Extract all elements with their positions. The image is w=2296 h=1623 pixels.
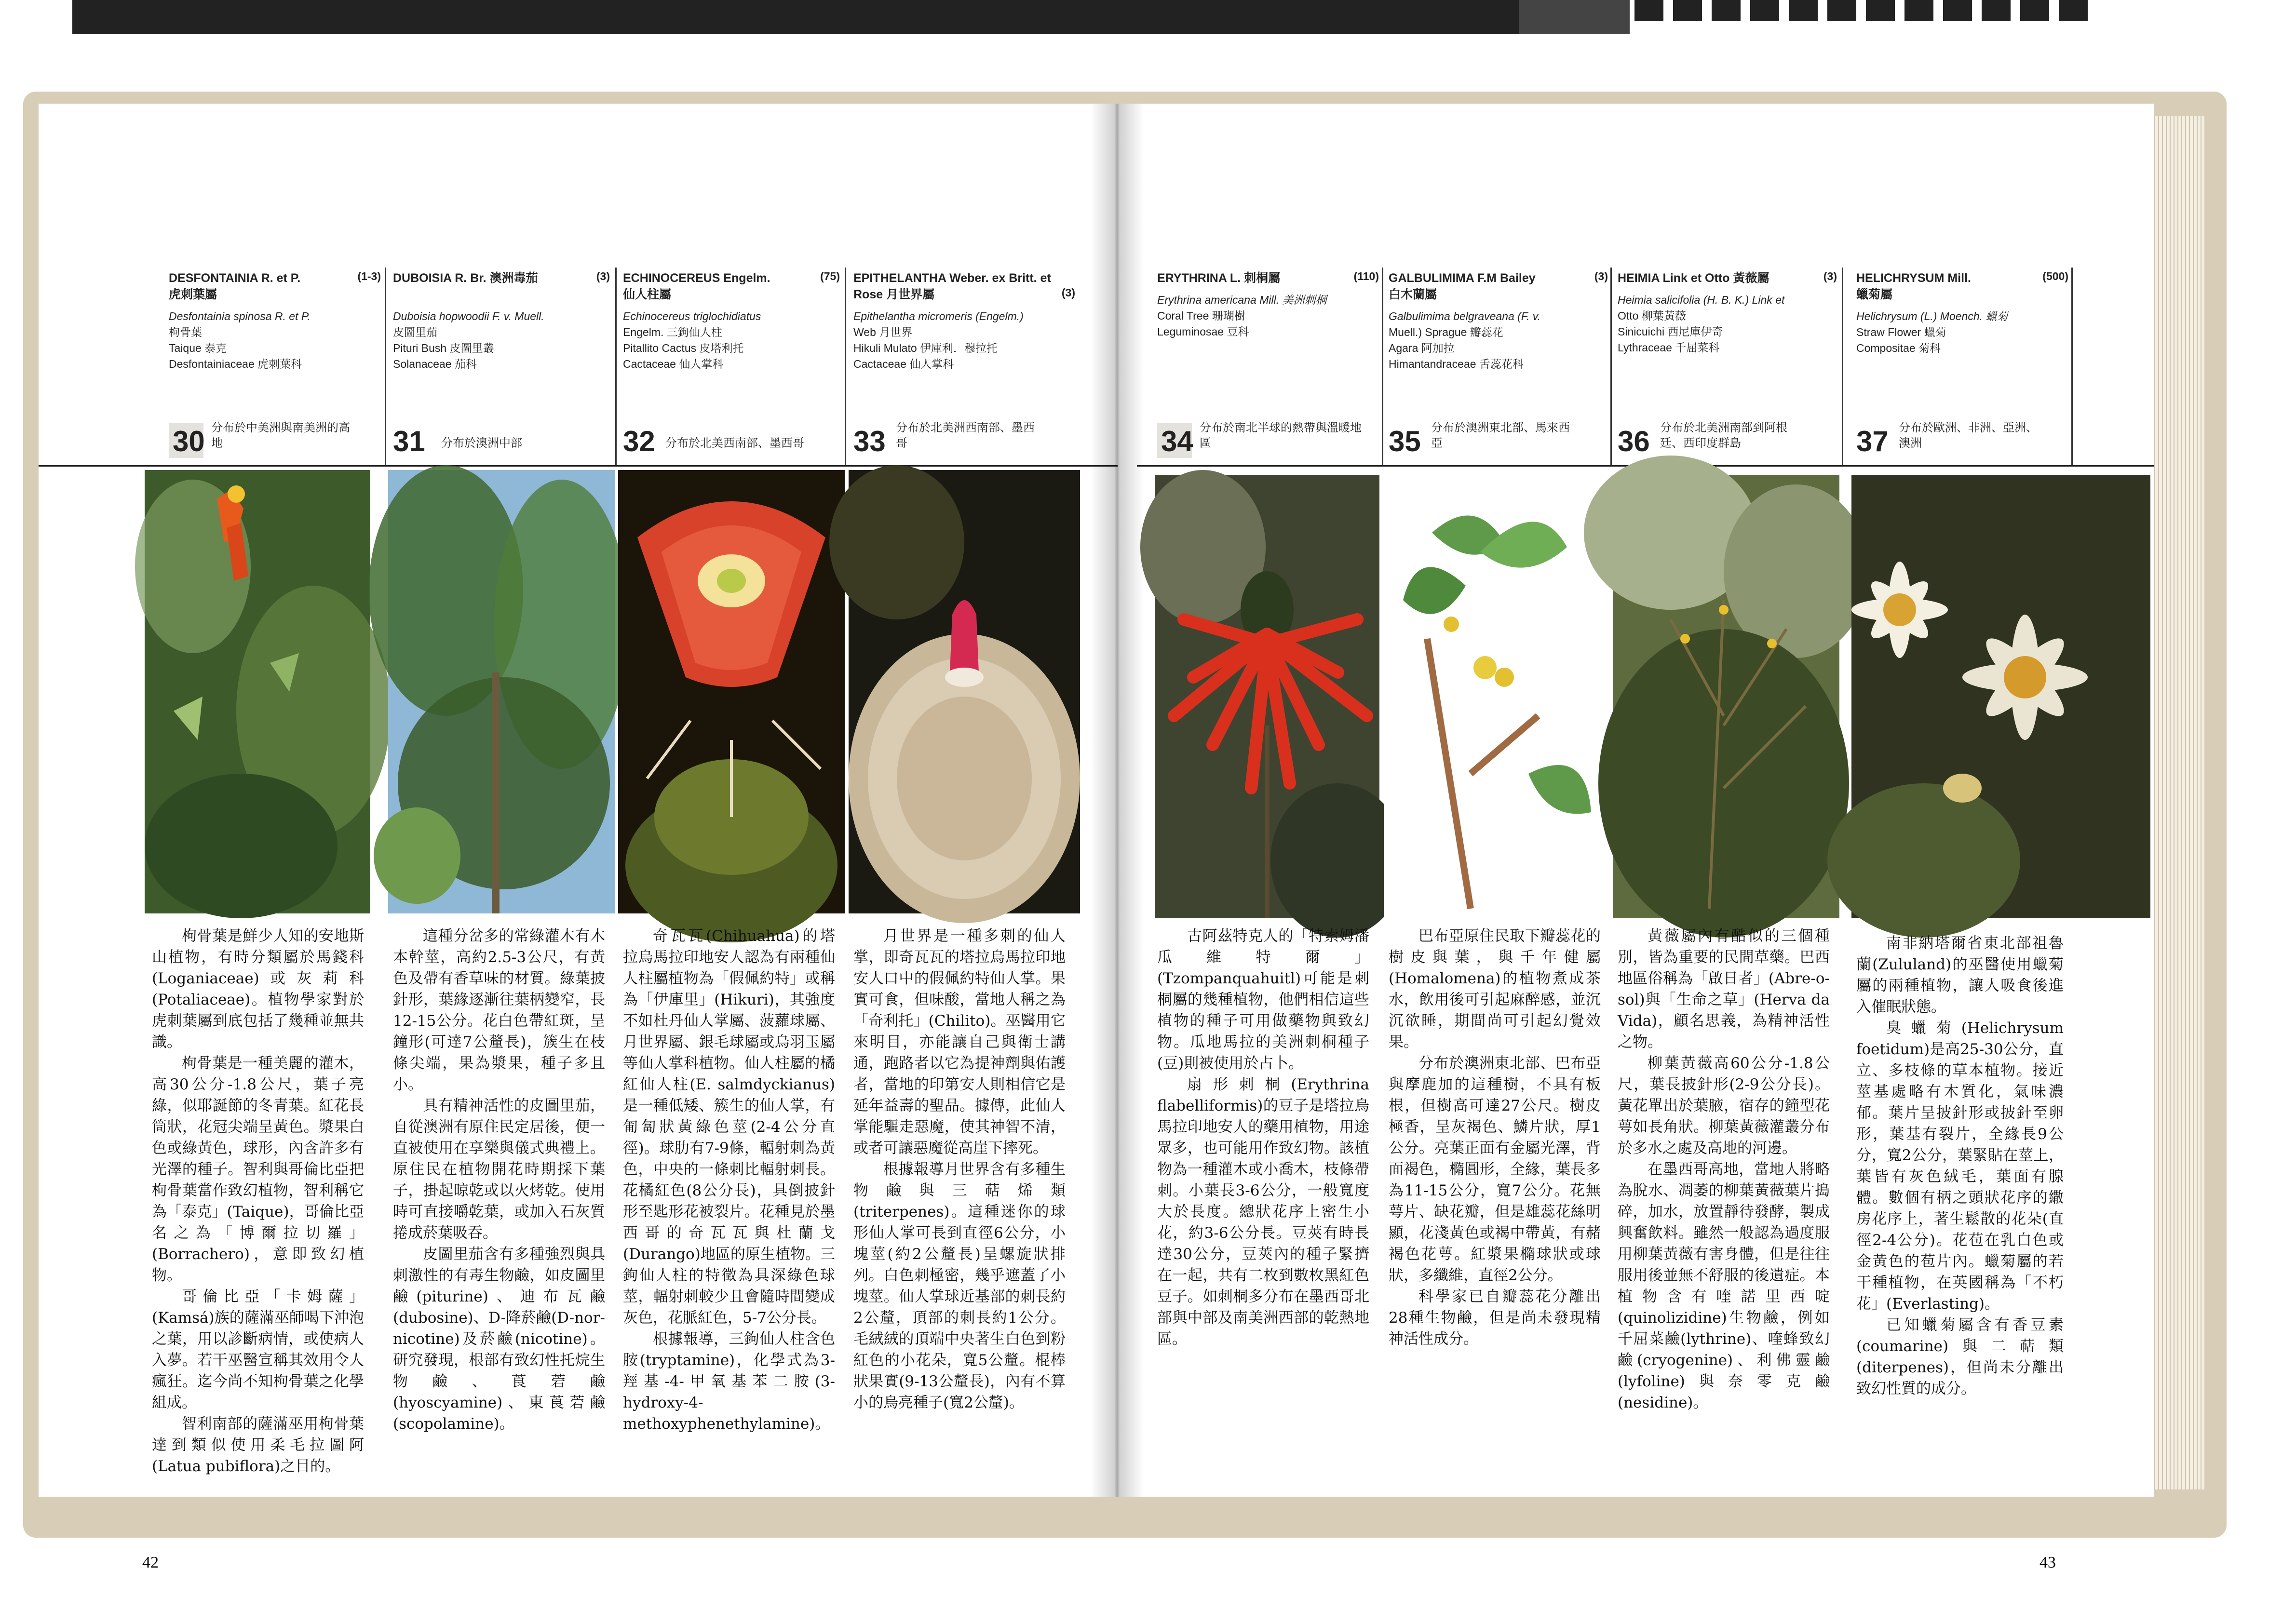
entry-header [1856,270,2068,463]
body-paragraph: 柳葉黃薇高60公分-1.8公尺，葉長披針形(2-9公分長)。黃花單出於葉腋，宿存的鐘型花萼如長角狀。柳葉黃薇灌叢分布於多水之處及高地的河邊。 [1618,1055,1830,1157]
entry-body [1157,926,1369,1350]
entry-header [853,270,1075,463]
entry-echinocereus [623,104,840,1497]
echinocereus-cactus-flower-photo [618,470,845,913]
species-line: Desfontainia spinosa R. et P. [169,310,311,322]
genus-name: HEIMIA Link et Otto [1618,271,1730,285]
right-page [1118,104,2154,1571]
page-number: 42 [142,1554,159,1571]
entry-number: 34 [1161,425,1193,457]
species-line: Duboisia hopwoodii F. v. Muell. [393,310,544,322]
species-line: Cactaceae 仙人掌科 [853,358,954,370]
species-line: 皮圖里茄 [393,326,437,338]
body-paragraph: 智利南部的薩滿巫用枸骨葉達到類似使用柔毛拉圖阿(Latua pubiflora)之目的。 [152,1415,364,1475]
species-line: Lythraceae 千屈菜科 [1618,341,1720,354]
body-paragraph: 哥倫比亞「卡姆薩」(Kamsá)族的薩滿巫師喝下沖泡之葉，用以診斷病情，或使病人入夢。若干巫醫宣稱其效用令人瘋狂。迄今尚不知枸骨葉之化學組成。 [152,1288,364,1411]
column-divider [2071,268,2073,465]
genus-name: HELICHRYSUM Mill. [1856,271,1971,285]
entry-number: 30 [173,425,205,457]
genus-name: GALBULIMIMA F.M Bailey [1389,271,1536,285]
species-line: Helichrysum (L.) Moench. 蠟菊 [1856,310,2008,322]
genus-name-cn: 黃薇屬 [1733,271,1769,285]
column-divider [1610,268,1612,465]
species-count: (1-3) [357,270,381,282]
genus-name: ECHINOCEREUS Engelm. [623,271,770,285]
entry-number: 36 [1618,425,1650,457]
entry-number: 37 [1856,425,1889,457]
epithelantha-cactus-photo [849,470,1080,913]
body-paragraph: 科學家已自瓣蕊花分離出28種生物鹼，但是尚未發現精神活性成分。 [1389,1288,1601,1348]
species-line: Heimia salicifolia (H. B. K.) Link et [1618,294,1785,306]
column-divider [385,268,386,465]
entry-body [853,926,1066,1413]
species-count: (500) [2042,270,2068,282]
species-line: Web 月世界 [853,326,913,338]
entry-number: 31 [393,425,425,457]
entry-header [1157,270,1379,463]
heimia-shrub-photo [1613,475,1839,918]
body-paragraph: 皮圖里茄含有多種強烈與具刺激性的有毒生物鹼，如皮圖里鹼(piturine)、迪布瓦鹼(dubosine)、D-降菸鹼(D-nor-nicotine)及菸鹼(nicotine)。研究發現，根部有致幻性托烷生物鹼、莨菪鹼(hyoscyamine)、東莨菪鹼(scopolamine)。 [393,1246,605,1433]
species-count: (3) [596,270,610,282]
entry-desfontainia [152,104,381,1497]
distribution-text: 分布於中美洲與南美洲的高地 [211,421,350,450]
species-count: (3) [1594,270,1608,282]
family-name-cn: 白木蘭屬 [1389,288,1437,301]
species-line: Epithelantha micromeris (Engelm.) [853,310,1024,322]
entry-body [1618,926,1830,1413]
species-line: Leguminosae 豆科 [1157,325,1249,338]
page-edges [2151,116,2204,1489]
entry-body [393,926,605,1435]
body-paragraph: 扇形刺桐(Erythrina flabelliformis)的豆子是塔拉烏馬拉印地安人的藥用植物，用途眾多，也可能用作致幻物。該植物為一種灌木或小喬木，枝條帶刺。小葉長3-6公分，一般寬度大於長度。總狀花序上密生小花，約3-6公分長。豆莢有時長達30公分，豆莢內的種子緊擠在一起，共有二枚到數枚黑紅色豆子。如刺桐多分布在墨西哥北部與中部及南美洲西部的乾熱地區。 [1157,1076,1369,1348]
body-paragraph: 臭蠟菊(Helichrysum foetidum)是高25-30公分，直立、多枝條的草本植物。接近莖基處略有木質化，氣味濃郁。葉片呈披針形或披針至卵形，葉基有裂片，全緣長9公分，寬2公分，葉緊貼在莖上，葉皆有灰色絨毛，葉面有腺體。數個有柄之頭狀花序的繖房花序上，著生鬆散的花朵(直徑2-4公分)。花苞在乳白色或金黃色的苞片內。蠟菊屬的若干種植物，在英國稱為「不朽花」(Everlasting)。 [1856,1019,2064,1313]
genus-name-cn: 刺桐屬 [1244,271,1281,285]
species-line: Otto 柳葉黃薇 [1618,309,1686,322]
body-paragraph: 枸骨葉是鮮少人知的安地斯山植物，有時分類屬於馬錢科(Loganiaceae)或灰莉科(Potaliaceae)。植物學家對於虎刺葉屬到底包括了幾種並無共識。 [152,927,364,1051]
genus-name-cn: 月世界屬 [886,288,935,301]
entry-heimia [1618,104,1837,1497]
distribution-text: 分布於北美西南部、墨西哥 [665,437,804,450]
entry-number: 32 [623,425,655,457]
page-number: 43 [2039,1554,2056,1571]
entry-body [152,926,364,1477]
family-name-cn: 仙人柱屬 [623,288,672,301]
species-line: Taique 泰克 [169,342,227,354]
family-name-cn: 虎刺葉屬 [169,288,217,301]
genus-name: ERYTHRINA L. [1157,271,1241,285]
entry-galbulimima [1389,104,1608,1497]
entry-header [169,270,381,463]
body-paragraph: 這種分岔多的常綠灌木有木本幹莖，高約2.5-3公尺，有黃色及帶有香草味的材質。綠葉披針形，葉緣逐漸往葉柄變窄，長12-15公分。花白色帶紅斑，呈鐘形(可達7公釐長)，簇生在枝條尖端，果為漿果，種子多且小。 [393,927,605,1093]
distribution-text: 分布於歐洲、非洲、亞洲、澳洲 [1899,421,2038,450]
entry-body [623,926,835,1435]
body-paragraph: 根據報導月世界含有多種生物鹼與三萜烯類(triterpenes)。這種迷你的球形仙人掌可長到直徑6公分，小塊莖(約2公釐長)呈螺旋狀排列。白色刺極密，幾乎遮蓋了小塊莖。仙人掌球近基部的刺長約2公釐，頂部的刺長約1公分。毛絨絨的頂端中央著生白色到粉紅色的小花朵，寬5公釐。棍棒狀果實(9-13公釐長)，內有不算小的烏亮種子(寬2公釐)。 [853,1161,1066,1411]
body-paragraph: 在墨西哥高地，當地人將略為脫水、凋萎的柳葉黃薇葉片搗碎，加水，放置靜待發酵，製成興奮飲料。雖然一般認為過度服用柳葉黃薇有害身體，但是往往服用後並無不舒服的後遺症。本植物含有喹諾里西啶(quinolizidine)生物鹼，例如千屈菜鹼(lythrine)、喹蜂致幻鹼(cryogenine)、利佛靈鹼(lyfoline)與奈零克鹼(nesidine)。 [1618,1161,1830,1411]
species-line: Sinicuichi 西尼庫伊奇 [1618,325,1723,338]
species-line: Echinocereus triglochidiatus [623,310,761,322]
distribution-text: 分布於北美洲南部到阿根廷、西印度群島 [1660,421,1787,450]
species-line: Cactaceae 仙人掌科 [623,358,724,370]
species-line: 枸骨葉 [169,326,202,338]
entry-header [1618,270,1837,463]
column-divider [615,268,617,465]
body-paragraph: 巴布亞原住民取下瓣蕊花的樹皮與葉，與千年健屬(Homalomena)的植物煮成茶水，飲用後可引起麻醉感，並沉沉欲睡，期間尚可引起幻覺效果。 [1389,927,1601,1051]
species-line: Pituri Bush 皮圖里叢 [393,342,494,354]
species-line: Agara 阿加拉 [1389,342,1455,354]
genus-name: DESFONTAINIA R. et P. [169,271,301,285]
distribution-text: 分布於南北半球的熱帶與溫暖地區 [1200,421,1362,450]
entry-number: 33 [853,425,886,457]
entry-erythrina [1157,104,1379,1497]
family-name-cn: 蠟菊屬 [1856,288,1893,301]
erythrina-red-flower-photo [1155,475,1379,918]
helichrysum-daisy-photo [1851,475,2150,918]
species-line: Straw Flower 蠟菊 [1856,326,1946,338]
entry-body [1856,933,2064,1399]
body-paragraph: 已知蠟菊屬含有香豆素(coumarine)與二萜類(diterpenes)，但尚未分離出致幻性質的成分。 [1856,1316,2064,1397]
column-divider [845,268,846,465]
body-paragraph: 月世界是一種多刺的仙人掌，即奇瓦瓦的塔拉烏馬拉印地安人口中的假佩約特仙人掌。果實可食，但味酸，當地人稱之為「奇利托」(Chilito)。巫醫用它來明目，亦能讓自己與衛士講通，跑路者以它為提神劑與佑護者，當地的印第安人則相信它是延年益壽的聖品。據傳，此仙人掌能驅走惡魔，使其神智不清，或者可讓惡魔從高崖下摔死。 [853,927,1066,1157]
entry-header [1389,270,1608,463]
species-count: (3) [1823,270,1837,282]
species-line: Erythrina americana Mill. 美洲刺桐 [1157,294,1327,306]
species-line: Himantandraceae 舌蕊花科 [1389,358,1524,370]
body-paragraph: 古阿茲特克人的「特索姆潘瓜維特爾」(Tzompanquahuitl)可能是刺桐屬的幾種植物，他們相信這些植物的種子可用做藥物與致幻物。瓜地馬拉的美洲刺桐種子(豆)則被使用於占卜。 [1157,927,1369,1072]
species-line: Muell.) Sprague 瓣蕊花 [1389,326,1503,338]
entry-duboisia [393,104,610,1497]
duboisia-tree-photo [388,470,615,913]
genus-name: EPITHELANTHA Weber. ex Britt. et Rose [853,271,1051,301]
entry-header [393,270,610,463]
genus-name-cn: 澳洲毒茄 [489,271,538,285]
column-divider [1382,268,1383,465]
entry-body [1389,926,1601,1350]
distribution-text: 分布於北美洲西南部、墨西哥 [896,421,1035,450]
species-line: Compositae 菊科 [1856,342,1941,354]
body-paragraph: 根據報導，三鉤仙人柱含色胺(tryptamine)，化學式為3-羥基-4-甲氧基苯二胺(3-hydroxy-4-methoxyphenethylamine)。 [623,1330,835,1433]
scanner-edge-marks [0,0,2296,58]
body-paragraph: 南非納塔爾省東北部祖魯蘭(Zululand)的巫醫使用蠟菊屬的兩種植物，讓人吸食後進入催眠狀態。 [1856,935,2064,1016]
species-count: (3) [1061,286,1075,299]
species-line: Solanaceae 茄科 [393,358,477,370]
species-line: Engelm. 三鉤仙人柱 [623,326,722,338]
left-page [39,104,1119,1571]
body-paragraph: 具有精神活性的皮圖里茄，自從澳洲有原住民定居後，便一直被使用在享樂與儀式典禮上。原住民在植物開花時期採下葉子，掛起晾乾或以火烤乾。使用時可直接嚼乾葉，或加入石灰質捲成菸葉吸吞。 [393,1097,605,1242]
species-line: Galbulimima belgraveana (F. v. [1389,310,1540,322]
body-paragraph: 分布於澳洲東北部、巴布亞與摩鹿加的這種樹，不具有板根，但樹高可達27公尺。樹皮極香，呈灰褐色、鱗片狀，厚1公分。亮葉正面有金屬光澤，背面褐色，橢圓形，全緣，葉長多為11-15公分，寬7公分。花無萼片、缺花瓣，但是雄蕊花絲明顯，花淺黃色或褐中帶黃，有赭褐色花萼。紅漿果橢球狀或球狀，多纖維，直徑2公分。 [1389,1055,1601,1284]
distribution-text: 分布於澳洲東北部、馬來西亞 [1431,421,1570,450]
species-line: Hikuli Mulato 伊庫利．穆拉托 [853,342,998,354]
column-divider [1842,268,1843,465]
species-count: (75) [820,270,840,282]
genus-name: DUBOISIA R. Br. [393,271,486,285]
desfontainia-flower-photo [145,470,370,913]
species-line: Coral Tree 珊瑚樹 [1157,309,1245,322]
entry-epithelantha [853,104,1075,1497]
book-gutter [1091,104,1144,1497]
entry-helichrysum [1856,104,2068,1497]
body-paragraph: 奇瓦瓦(Chihuahua)的塔拉烏馬拉印地安人認為有兩種仙人柱屬植物為「假佩約特」或稱為「伊庫里」(Hikuri)，其強度不如杜丹仙人掌屬、菠蘿球屬、月世界屬、銀毛球屬或烏羽玉屬等仙人掌科植物。仙人柱屬的橘紅仙人柱(E. salmdyckianus)是一種低矮、簇生的仙人掌，有匍匐狀黃綠色莖(2-4公分直徑)。球肋有7-9條，輻射刺為黃色，中央的一條刺比輻射刺長。花橘紅色(8公分長)，具倒披針形至匙形花被裂片。花種見於墨西哥的奇瓦瓦與杜蘭戈(Durango)地區的原生植物。三鉤仙人柱的特徵為具深綠色球莖，輻射刺較少且會隨時間變成灰色，花脈紅色，5-7公分長。 [623,927,835,1327]
species-count: (110) [1353,270,1379,282]
entry-header [623,270,840,463]
distribution-text: 分布於澳洲中部 [441,437,522,450]
body-paragraph: 黃薇屬內有酷似的三個種別，皆為重要的民間草藥。巴西地區俗稱為「啟日者」(Abre-o-sol)與「生命之草」(Herva da Vida)，顧名思義，為精神活性之物。 [1618,927,1830,1051]
species-line: Desfontainiaceae 虎刺葉科 [169,358,302,370]
species-line: Pitallito Cactus 皮塔利托 [623,342,744,354]
entry-number: 35 [1389,425,1421,457]
body-paragraph: 枸骨葉是一種美麗的灌木，高30公分-1.8公尺，葉子亮綠，似耶誕節的冬青葉。紅花長筒狀，花冠尖端呈黃色。漿果白色或綠黃色，球形，內含許多有光澤的種子。智利與哥倫比亞把枸骨葉當作致幻植物，智利稱它為「泰克」(Taique)，哥倫比亞名之為「博爾拉切羅」(Borrachero)，意即致幻植物。 [152,1055,364,1284]
galbulimima-botanical-illustration [1384,475,1610,918]
